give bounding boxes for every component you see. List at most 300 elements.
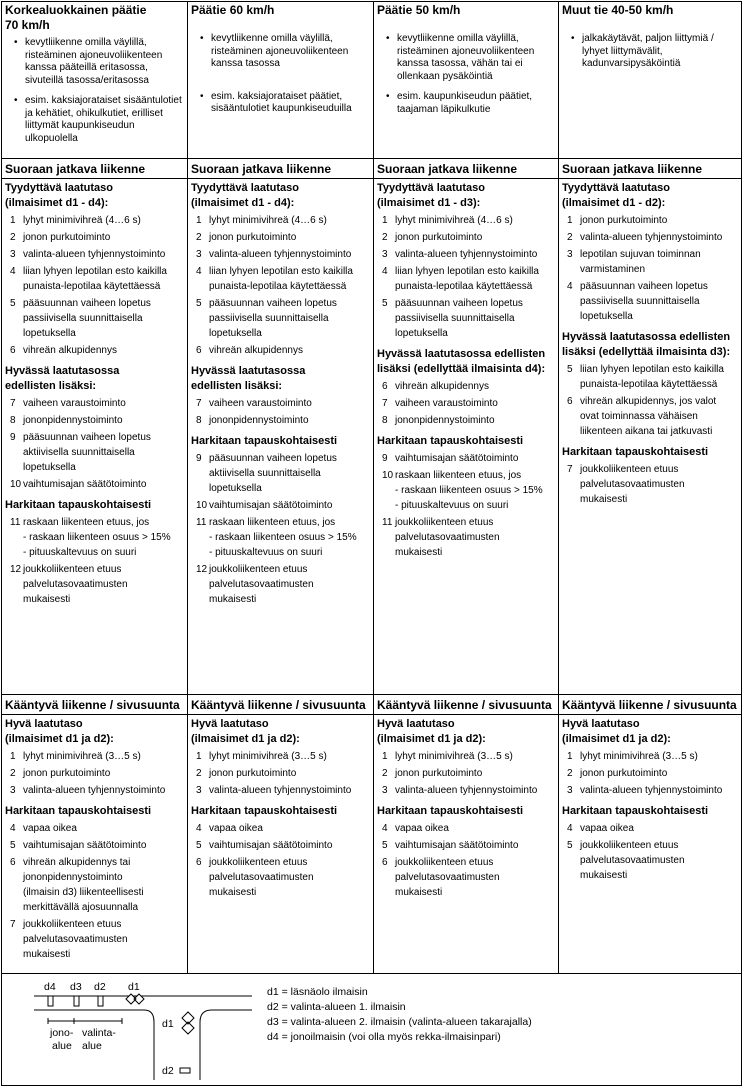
item-number: 8 bbox=[10, 415, 16, 426]
bullet-item: • kevytliikenne omilla väylillä, risteäminen ajoneuvoliikenteen kanssa tasossa bbox=[200, 33, 349, 69]
item-number: 11 bbox=[382, 517, 393, 528]
function-item bbox=[377, 855, 558, 900]
detector-legend bbox=[2, 974, 741, 1085]
detector-label-d3: d3 bbox=[70, 981, 82, 993]
item-text: jonon purkutoiminto bbox=[580, 768, 668, 779]
function-item bbox=[191, 296, 373, 341]
function-item bbox=[562, 838, 741, 883]
function-item bbox=[5, 413, 187, 428]
function-item bbox=[5, 917, 187, 962]
road-type-bullets bbox=[562, 33, 738, 71]
turning-col-0 bbox=[2, 695, 187, 973]
item-number: 5 bbox=[382, 840, 388, 851]
item-number: 6 bbox=[382, 857, 388, 868]
item-text: valinta-alueen tyhjennystoiminto bbox=[580, 232, 723, 243]
function-list bbox=[374, 749, 558, 798]
item-number: 5 bbox=[196, 298, 202, 309]
item-number: 3 bbox=[382, 785, 388, 796]
item-number: 7 bbox=[196, 398, 202, 409]
item-number: 10 bbox=[10, 479, 22, 490]
item-number: 7 bbox=[10, 919, 16, 930]
function-item bbox=[377, 766, 558, 781]
item-text: lyhyt minimivihreä (4…6 s) bbox=[395, 215, 513, 226]
straight-col-2 bbox=[373, 159, 558, 694]
function-item bbox=[562, 821, 741, 836]
item-number: 11 bbox=[10, 517, 21, 528]
section-divider bbox=[2, 714, 187, 715]
item-text: lyhyt minimivihreä (4…6 s) bbox=[23, 215, 141, 226]
item-number: 2 bbox=[10, 232, 16, 243]
function-list bbox=[559, 462, 741, 507]
road-type-header-row bbox=[2, 2, 741, 159]
quality-level-heading: Harkitaan tapauskohtaisesti bbox=[562, 805, 709, 817]
function-item bbox=[377, 379, 558, 394]
item-text: vaiheen varaustoiminto bbox=[23, 398, 126, 409]
item-number: 7 bbox=[567, 464, 573, 475]
function-list bbox=[188, 821, 373, 900]
item-number: 1 bbox=[382, 215, 388, 226]
item-text: raskaan liikenteen etuus, jos - raskaan liikenteen osuus > 15% - pituuskaltevuus on suuri bbox=[395, 470, 543, 511]
item-number: 5 bbox=[567, 364, 573, 375]
item-text: lyhyt minimivihreä (4…6 s) bbox=[209, 215, 327, 226]
item-number: 1 bbox=[10, 215, 16, 226]
item-number: 1 bbox=[196, 215, 202, 226]
function-item bbox=[191, 562, 373, 607]
item-text: pääsuunnan vaiheen lopetus passiivisella suunnittaisella lopetuksella bbox=[580, 281, 708, 322]
item-number: 9 bbox=[196, 453, 202, 464]
function-list bbox=[188, 749, 373, 798]
function-list bbox=[559, 362, 741, 439]
quality-level-heading: Tyydyttävä laatutaso (ilmaisimet d1 - d4): bbox=[5, 182, 114, 209]
function-item bbox=[191, 821, 373, 836]
item-text: lyhyt minimivihreä (3…5 s) bbox=[209, 751, 327, 762]
function-item bbox=[5, 783, 187, 798]
item-number: 8 bbox=[382, 415, 388, 426]
function-item bbox=[5, 838, 187, 853]
function-list bbox=[2, 749, 187, 798]
quality-level-heading: Hyvässä laatutasossa edellisten lisäksi: bbox=[191, 365, 306, 392]
item-text: raskaan liikenteen etuus, jos - raskaan liikenteen osuus > 15% - pituuskaltevuus on suuri bbox=[23, 517, 171, 558]
road-type-title: Korkealuokkainen päätie 70 km/h bbox=[5, 3, 147, 32]
item-number: 2 bbox=[382, 232, 388, 243]
function-item bbox=[5, 477, 187, 492]
road-type-bullets bbox=[191, 33, 370, 116]
function-item bbox=[191, 213, 373, 228]
item-text: liian lyhyen lepotilan esto kaikilla punaista-lepotilaa käytettäessä bbox=[23, 266, 167, 292]
road-type-col-1 bbox=[187, 2, 373, 158]
function-list bbox=[374, 821, 558, 900]
item-number: 4 bbox=[196, 266, 202, 277]
function-item bbox=[5, 766, 187, 781]
function-item bbox=[377, 749, 558, 764]
function-item bbox=[377, 838, 558, 853]
quality-level-heading: Tyydyttävä laatutaso (ilmaisimet d1 - d2): bbox=[562, 182, 671, 209]
function-item bbox=[377, 821, 558, 836]
queue-area-label: jono-alue bbox=[50, 1027, 74, 1052]
function-item bbox=[5, 749, 187, 764]
item-text: joukkoliikenteen etuus palvelutasovaatimusten mukaisesti bbox=[23, 919, 128, 960]
bullet-item: • jalkakäytävät, paljon liittymiä / lyhyet liittymävälit, kadunvarsipysäköintiä bbox=[571, 33, 714, 69]
turning-col-2 bbox=[373, 695, 558, 973]
item-text: jonon purkutoiminto bbox=[209, 232, 297, 243]
item-text: joukkoliikenteen etuus palvelutasovaatimusten mukaisesti bbox=[580, 840, 685, 881]
item-text: vapaa oikea bbox=[580, 823, 634, 834]
function-item bbox=[377, 247, 558, 262]
section-title: Suoraan jatkava liikenne bbox=[5, 162, 146, 176]
function-item bbox=[191, 396, 373, 411]
item-text: valinta-alueen tyhjennystoiminto bbox=[23, 785, 166, 796]
item-text: vapaa oikea bbox=[395, 823, 449, 834]
detector-label-d1: d1 bbox=[128, 981, 140, 993]
section-title: Kääntyvä liikenne / sivusuunta bbox=[5, 698, 180, 712]
item-text: valinta-alueen tyhjennystoiminto bbox=[395, 249, 538, 260]
detector-d1-side bbox=[182, 1012, 194, 1034]
straight-col-1 bbox=[187, 159, 373, 694]
function-list bbox=[188, 451, 373, 607]
function-item bbox=[377, 213, 558, 228]
quality-level-heading: Hyvä laatutaso (ilmaisimet d1 ja d2): bbox=[562, 718, 671, 745]
turning-col-3 bbox=[558, 695, 741, 973]
item-text: vihreän alkupidennys, jos valot ovat toiminnassa vähäisen liikenteen aikana tai jatkuvasti bbox=[580, 396, 717, 437]
item-text: vaihtumisajan säätötoiminto bbox=[23, 840, 147, 851]
section-title: Kääntyvä liikenne / sivusuunta bbox=[377, 698, 552, 712]
item-number: 2 bbox=[196, 768, 202, 779]
detector-d3 bbox=[74, 996, 79, 1006]
item-number: 6 bbox=[10, 345, 16, 356]
item-number: 1 bbox=[567, 215, 573, 226]
function-item bbox=[377, 413, 558, 428]
item-text: vaihtumisajan säätötoiminto bbox=[209, 500, 333, 511]
item-number: 10 bbox=[196, 500, 208, 511]
function-item bbox=[5, 230, 187, 245]
bullet-item: • esim. kaupunkiseudun päätiet, taajaman läpikulkutie bbox=[386, 91, 533, 115]
function-list bbox=[188, 396, 373, 428]
quality-level-heading: Hyvässä laatutasossa edellisten lisäksi: bbox=[5, 365, 120, 392]
function-item bbox=[5, 855, 187, 915]
road-type-col-3 bbox=[558, 2, 741, 158]
function-item bbox=[5, 562, 187, 607]
detector-d2 bbox=[98, 996, 103, 1006]
function-item bbox=[377, 451, 558, 466]
function-list bbox=[2, 821, 187, 962]
item-text: vaiheen varaustoiminto bbox=[209, 398, 312, 409]
item-number: 4 bbox=[10, 823, 16, 834]
function-item bbox=[562, 462, 741, 507]
item-number: 4 bbox=[567, 823, 573, 834]
item-text: joukkoliikenteen etuus palvelutasovaatimusten mukaisesti bbox=[23, 564, 128, 605]
item-number: 3 bbox=[196, 249, 202, 260]
item-text: jonon purkutoiminto bbox=[395, 232, 483, 243]
straight-traffic-row bbox=[2, 159, 741, 695]
bullet-item: • esim. kaksiajorataiset sisääntulotiet ja kehätiet, ohikulkutiet, erilliset liittymät kaupunkiseudun ulkopuolella bbox=[14, 95, 182, 144]
choice-area-label: valinta-alue bbox=[82, 1027, 116, 1052]
item-text: vapaa oikea bbox=[209, 823, 263, 834]
item-text: pääsuunnan vaiheen lopetus aktiivisella suunnittaisella lopetuksella bbox=[209, 453, 337, 494]
function-item bbox=[5, 430, 187, 475]
detector-label-d4: d4 bbox=[44, 981, 56, 993]
section-title: Suoraan jatkava liikenne bbox=[191, 162, 332, 176]
item-number: 12 bbox=[196, 564, 208, 575]
item-text: liian lyhyen lepotilan esto kaikilla punaista-lepotilaa käytettäessä bbox=[395, 266, 539, 292]
function-item bbox=[562, 213, 741, 228]
item-text: valinta-alueen tyhjennystoiminto bbox=[209, 785, 352, 796]
function-item bbox=[191, 264, 373, 294]
function-list bbox=[559, 821, 741, 883]
item-text: vihreän alkupidennys bbox=[23, 345, 117, 356]
item-text: jonon purkutoiminto bbox=[23, 232, 111, 243]
road-type-title: Päätie 50 km/h bbox=[377, 3, 461, 17]
quality-level-heading: Harkitaan tapauskohtaisesti bbox=[191, 435, 338, 447]
function-list bbox=[2, 396, 187, 492]
section-divider bbox=[558, 714, 741, 715]
function-item bbox=[191, 413, 373, 428]
item-text: lepotilan sujuvan toiminnan varmistaminen bbox=[580, 249, 701, 275]
quality-level-heading: Harkitaan tapauskohtaisesti bbox=[5, 805, 152, 817]
item-text: pääsuunnan vaiheen lopetus passiivisella suunnittaisella lopetuksella bbox=[209, 298, 337, 339]
legend-item: d4 = jonoilmaisin (voi olla myös rekka-ilmaisinpari) bbox=[267, 1031, 501, 1043]
quality-level-heading: Harkitaan tapauskohtaisesti bbox=[5, 499, 152, 511]
item-number: 8 bbox=[196, 415, 202, 426]
item-text: liian lyhyen lepotilan esto kaikilla punaista-lepotilaa käytettäessä bbox=[580, 364, 724, 390]
section-title: Suoraan jatkava liikenne bbox=[562, 162, 703, 176]
item-text: joukkoliikenteen etuus palvelutasovaatimusten mukaisesti bbox=[395, 517, 500, 558]
item-number: 3 bbox=[10, 785, 16, 796]
item-text: vapaa oikea bbox=[23, 823, 77, 834]
quality-level-heading: Tyydyttävä laatutaso (ilmaisimet d1 - d3): bbox=[377, 182, 486, 209]
function-list bbox=[2, 515, 187, 607]
item-text: pääsuunnan vaiheen lopetus aktiivisella suunnittaisella lopetuksella bbox=[23, 432, 151, 473]
function-list bbox=[559, 749, 741, 798]
legend-item: d3 = valinta-alueen 2. ilmaisin (valinta-alueen takarajalla) bbox=[267, 1016, 532, 1028]
item-number: 5 bbox=[196, 840, 202, 851]
item-text: joukkoliikenteen etuus palvelutasovaatimusten mukaisesti bbox=[209, 564, 314, 605]
document-table bbox=[1, 1, 742, 1086]
item-text: lyhyt minimivihreä (3…5 s) bbox=[23, 751, 141, 762]
item-text: jonon purkutoiminto bbox=[209, 768, 297, 779]
turning-col-1 bbox=[187, 695, 373, 973]
item-number: 2 bbox=[196, 232, 202, 243]
item-text: liian lyhyen lepotilan esto kaikilla punaista-lepotilaa käytettäessä bbox=[209, 266, 353, 292]
item-number: 7 bbox=[10, 398, 16, 409]
item-number: 6 bbox=[10, 857, 16, 868]
function-item bbox=[377, 230, 558, 245]
item-text: jononpidennystoiminto bbox=[209, 415, 309, 426]
item-number: 7 bbox=[382, 398, 388, 409]
function-list bbox=[188, 213, 373, 358]
item-number: 12 bbox=[10, 564, 22, 575]
bullet-item: • kevytliikenne omilla väylillä, risteäminen ajoneuvoliikenteen kanssa pääteillä eritasossa, sivuteillä tasossa/eritasossa bbox=[14, 37, 163, 86]
turning-traffic-row bbox=[2, 695, 741, 974]
function-item bbox=[191, 515, 373, 560]
item-text: vaihtumisajan säätötoiminto bbox=[395, 840, 519, 851]
item-number: 6 bbox=[567, 396, 573, 407]
quality-level-heading: Hyvässä laatutasossa edellisten lisäksi (edellyttää ilmaisinta d4): bbox=[377, 348, 546, 375]
road-type-title: Päätie 60 km/h bbox=[191, 3, 275, 17]
item-text: vihreän alkupidennys bbox=[209, 345, 303, 356]
detector-label-d2: d2 bbox=[94, 981, 106, 993]
function-item bbox=[377, 783, 558, 798]
item-number: 1 bbox=[382, 751, 388, 762]
function-item bbox=[191, 451, 373, 496]
item-number: 5 bbox=[382, 298, 388, 309]
quality-level-heading: Hyvässä laatutasossa edellisten lisäksi (edellyttää ilmaisinta d3): bbox=[562, 331, 731, 358]
item-text: joukkoliikenteen etuus palvelutasovaatimusten mukaisesti bbox=[209, 857, 314, 898]
item-number: 4 bbox=[567, 281, 573, 292]
function-item bbox=[191, 230, 373, 245]
quality-level-heading: Harkitaan tapauskohtaisesti bbox=[377, 805, 524, 817]
item-number: 2 bbox=[382, 768, 388, 779]
function-list bbox=[559, 213, 741, 324]
detector-d4 bbox=[48, 996, 53, 1006]
item-number: 5 bbox=[10, 840, 16, 851]
item-text: jononpidennystoiminto bbox=[23, 415, 123, 426]
road-type-col-0 bbox=[2, 2, 187, 158]
road-type-bullets bbox=[5, 37, 184, 145]
detector-layout-diagram bbox=[34, 980, 254, 1080]
item-text: jonon purkutoiminto bbox=[23, 768, 111, 779]
item-text: valinta-alueen tyhjennystoiminto bbox=[209, 249, 352, 260]
legend-item: d2 = valinta-alueen 1. ilmaisin bbox=[267, 1001, 406, 1013]
function-item bbox=[191, 783, 373, 798]
function-item bbox=[191, 766, 373, 781]
item-text: vaihtumisajan säätötoiminto bbox=[395, 453, 519, 464]
quality-level-heading: Hyvä laatutaso (ilmaisimet d1 ja d2): bbox=[377, 718, 486, 745]
quality-level-heading: Hyvä laatutaso (ilmaisimet d1 ja d2): bbox=[5, 718, 114, 745]
legend-item: d1 = läsnäolo ilmaisin bbox=[267, 986, 368, 998]
function-item bbox=[5, 396, 187, 411]
function-item bbox=[191, 247, 373, 262]
function-item bbox=[5, 515, 187, 560]
function-list bbox=[374, 451, 558, 560]
item-number: 2 bbox=[567, 232, 573, 243]
road-type-col-2 bbox=[373, 2, 558, 158]
function-item bbox=[562, 279, 741, 324]
item-number: 1 bbox=[10, 751, 16, 762]
item-text: vaihtumisajan säätötoiminto bbox=[209, 840, 333, 851]
section-divider bbox=[373, 178, 558, 179]
function-item bbox=[562, 230, 741, 245]
quality-level-heading: Harkitaan tapauskohtaisesti bbox=[377, 435, 524, 447]
function-item bbox=[562, 749, 741, 764]
item-number: 6 bbox=[196, 857, 202, 868]
function-item bbox=[5, 296, 187, 341]
section-title: Kääntyvä liikenne / sivusuunta bbox=[562, 698, 737, 712]
item-text: jononpidennystoiminto bbox=[395, 415, 495, 426]
item-number: 5 bbox=[567, 840, 573, 851]
item-number: 9 bbox=[382, 453, 388, 464]
item-number: 10 bbox=[382, 470, 394, 481]
straight-col-3 bbox=[558, 159, 741, 694]
road-type-title: Muut tie 40-50 km/h bbox=[562, 3, 674, 17]
function-list bbox=[374, 213, 558, 341]
section-divider bbox=[187, 178, 373, 179]
straight-col-0 bbox=[2, 159, 187, 694]
function-item bbox=[5, 213, 187, 228]
function-list bbox=[374, 379, 558, 428]
road-edge-curve bbox=[200, 1010, 252, 1080]
legend-list bbox=[267, 985, 532, 1045]
function-item bbox=[377, 296, 558, 341]
detector-label-d2-side: d2 bbox=[162, 1065, 174, 1077]
item-number: 6 bbox=[382, 381, 388, 392]
quality-level-heading: Harkitaan tapauskohtaisesti bbox=[191, 805, 338, 817]
function-item bbox=[191, 343, 373, 358]
section-divider bbox=[187, 714, 373, 715]
road-type-bullets bbox=[377, 33, 555, 116]
item-number: 4 bbox=[196, 823, 202, 834]
function-item bbox=[377, 264, 558, 294]
item-number: 3 bbox=[10, 249, 16, 260]
section-divider bbox=[373, 714, 558, 715]
section-title: Kääntyvä liikenne / sivusuunta bbox=[191, 698, 366, 712]
item-number: 3 bbox=[382, 249, 388, 260]
function-item bbox=[191, 749, 373, 764]
item-number: 1 bbox=[196, 751, 202, 762]
function-item bbox=[562, 766, 741, 781]
item-number: 4 bbox=[382, 266, 388, 277]
item-text: lyhyt minimivihreä (3…5 s) bbox=[580, 751, 698, 762]
item-text: valinta-alueen tyhjennystoiminto bbox=[395, 785, 538, 796]
detector-d2-side bbox=[180, 1068, 190, 1073]
function-item bbox=[377, 515, 558, 560]
section-divider bbox=[558, 178, 741, 179]
item-number: 2 bbox=[10, 768, 16, 779]
item-number: 3 bbox=[196, 785, 202, 796]
item-text: lyhyt minimivihreä (3…5 s) bbox=[395, 751, 513, 762]
item-number: 6 bbox=[196, 345, 202, 356]
item-text: pääsuunnan vaiheen lopetus passiivisella suunnittaisella lopetuksella bbox=[23, 298, 151, 339]
function-item bbox=[562, 394, 741, 439]
item-text: pääsuunnan vaiheen lopetus passiivisella suunnittaisella lopetuksella bbox=[395, 298, 523, 339]
function-item bbox=[562, 362, 741, 392]
quality-level-heading: Harkitaan tapauskohtaisesti bbox=[562, 446, 709, 458]
item-text: valinta-alueen tyhjennystoiminto bbox=[580, 785, 723, 796]
section-divider bbox=[2, 178, 187, 179]
function-item bbox=[5, 247, 187, 262]
bullet-item: • kevytliikenne omilla väylillä, risteäminen ajoneuvoliikenteen kanssa tasossa, vähän tai ei ollenkaan pysäköintiä bbox=[386, 33, 535, 82]
item-number: 4 bbox=[10, 266, 16, 277]
function-item bbox=[191, 498, 373, 513]
function-item bbox=[377, 468, 558, 513]
item-text: raskaan liikenteen etuus, jos - raskaan liikenteen osuus > 15% - pituuskaltevuus on suuri bbox=[209, 517, 357, 558]
function-item bbox=[5, 264, 187, 294]
quality-level-heading: Hyvä laatutaso (ilmaisimet d1 ja d2): bbox=[191, 718, 300, 745]
bullet-item: • esim. kaksiajorataiset päätiet, sisääntulotiet kaupunkiseuduilla bbox=[200, 90, 352, 114]
function-item bbox=[5, 821, 187, 836]
quality-level-heading: Tyydyttävä laatutaso (ilmaisimet d1 - d4): bbox=[191, 182, 300, 209]
item-text: vihreän alkupidennys bbox=[395, 381, 489, 392]
item-number: 11 bbox=[196, 517, 207, 528]
function-list bbox=[2, 213, 187, 358]
item-text: vaiheen varaustoiminto bbox=[395, 398, 498, 409]
item-text: joukkoliikenteen etuus palvelutasovaatimusten mukaisesti bbox=[395, 857, 500, 898]
function-item bbox=[377, 396, 558, 411]
item-text: valinta-alueen tyhjennystoiminto bbox=[23, 249, 166, 260]
item-text: jonon purkutoiminto bbox=[395, 768, 483, 779]
section-title: Suoraan jatkava liikenne bbox=[377, 162, 518, 176]
item-number: 4 bbox=[382, 823, 388, 834]
function-item bbox=[191, 855, 373, 900]
item-number: 5 bbox=[10, 298, 16, 309]
item-text: jonon purkutoiminto bbox=[580, 215, 668, 226]
detector-label-d1-side: d1 bbox=[162, 1018, 174, 1030]
item-number: 9 bbox=[10, 432, 16, 443]
item-number: 2 bbox=[567, 768, 573, 779]
function-item bbox=[562, 247, 741, 277]
function-item bbox=[5, 343, 187, 358]
function-item bbox=[562, 783, 741, 798]
item-text: vihreän alkupidennys tai jononpidennystoiminto (ilmaisin d3) liikenteellisesti merkittävällä ajosuunnalla bbox=[23, 857, 144, 913]
